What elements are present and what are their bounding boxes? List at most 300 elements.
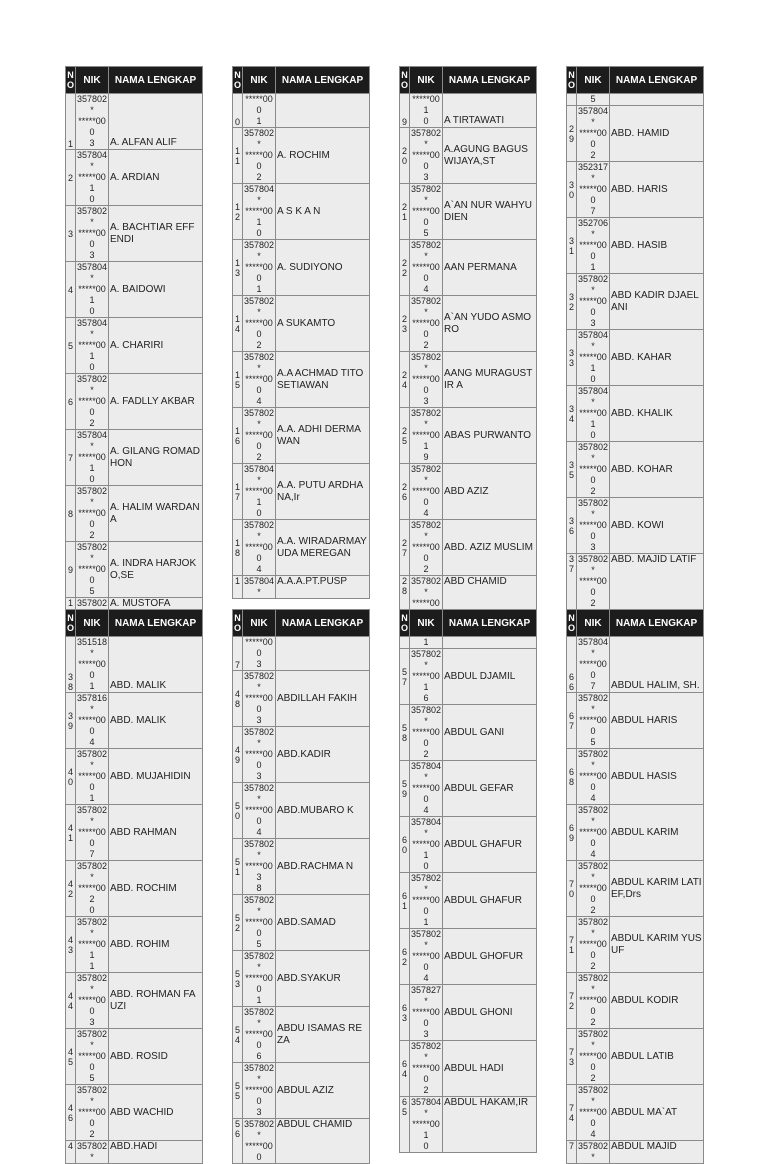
row-number: 1 5: [233, 352, 243, 408]
table-row: [567, 330, 704, 386]
row-number: 0: [233, 94, 243, 128]
nama-cell: ABDUL AZIZ: [276, 1063, 370, 1119]
table-row: [66, 637, 203, 693]
header-no: N O: [400, 67, 410, 94]
table-row: [66, 542, 203, 598]
table-row: [66, 917, 203, 973]
nama-cell: A. ALFAN ALIF: [109, 94, 203, 150]
table-row: [233, 184, 370, 240]
nik-cell: 357802* *****000 2: [76, 1085, 108, 1139]
row-number: 6 6: [567, 637, 577, 693]
nik-cell: 357802* *****000 4: [577, 1085, 609, 1139]
nama-cell: ABDUL HASIS: [610, 749, 704, 805]
table-row: [400, 352, 537, 408]
table-row: [66, 374, 203, 430]
nama-cell: A`AN YUDO ASMORO: [443, 296, 537, 352]
nama-cell: A SUKAMTO: [276, 296, 370, 352]
row-number: 5 9: [400, 761, 410, 817]
table-row: [66, 973, 203, 1029]
header-nama-lengkap: NAMA LENGKAP: [443, 67, 537, 94]
row-number: 3 0: [567, 162, 577, 218]
nama-cell: ABD.SAMAD: [276, 895, 370, 951]
nik-cell: 357802* *****000 3: [76, 206, 108, 260]
header-row: [400, 67, 537, 94]
nik-cell: 357802* *****000 2: [410, 296, 442, 350]
row-number: 4 3: [66, 917, 76, 973]
row-number: 4 0: [66, 749, 76, 805]
row-number: 2 7: [400, 520, 410, 576]
table-row: [400, 128, 537, 184]
nik-cell: *****000 3: [243, 637, 276, 671]
row-number: 1 4: [233, 296, 243, 352]
row-number: 2 3: [400, 296, 410, 352]
row-number: 5 0: [233, 783, 243, 839]
nik-cell: 357802: [76, 598, 109, 621]
row-number: 5 6: [233, 1119, 243, 1164]
table-row: [400, 1097, 537, 1153]
nik-cell: 357802* *****000 4: [243, 352, 275, 406]
header-row: [567, 610, 704, 637]
nik-cell: 357802* *****000 4: [577, 749, 609, 803]
nik-cell: 357802*: [76, 1141, 108, 1162]
row-number: 1 6: [233, 408, 243, 464]
nik-cell: 357802* *****000: [243, 1119, 275, 1162]
table-row: [233, 671, 370, 727]
table-row: [400, 817, 537, 873]
table-row: [233, 352, 370, 408]
nama-cell: ABD. MALIK: [109, 693, 203, 749]
table-row: [66, 318, 203, 374]
table-row: [567, 1141, 704, 1164]
header-nik: NIK: [577, 610, 610, 637]
nama-cell: ABD. AZIZ MUSLIM: [443, 520, 537, 576]
nama-cell: A`AN NUR WAHYUDIEN: [443, 184, 537, 240]
header-row: [567, 67, 704, 94]
row-number: 3 4: [567, 386, 577, 442]
row-number: 1 7: [233, 464, 243, 520]
nama-cell: ABD CHAMID: [443, 576, 537, 621]
nik-cell: 357802* *****000 4: [410, 464, 442, 518]
table-row: [567, 917, 704, 973]
row-number: 6 2: [400, 929, 410, 985]
nik-cell: 357802* *****000 2: [577, 861, 609, 915]
header-nik: NIK: [76, 610, 109, 637]
row-number: 5 3: [233, 951, 243, 1007]
row-number: 7: [233, 637, 243, 671]
table-row: [400, 873, 537, 929]
row-number: 3 2: [567, 274, 577, 330]
row-number: 7 4: [567, 1085, 577, 1141]
row-number: 1: [233, 576, 243, 599]
row-number: 6 4: [400, 1041, 410, 1097]
table-row: [567, 442, 704, 498]
header-no: N O: [567, 610, 577, 637]
nama-cell: ABD.RACHMA N: [276, 839, 370, 895]
nik-cell: 357804* *****001 0: [577, 330, 609, 384]
nama-cell: ABDUL HADI: [443, 1041, 537, 1097]
nama-cell: A. HALIM WARDANA: [109, 486, 203, 542]
nik-cell: 357802* *****000 2: [76, 486, 108, 540]
row-number: 5 2: [233, 895, 243, 951]
nama-cell: ABDUL LATIB: [610, 1029, 704, 1085]
nama-cell: A.A. WIRADARMAY UDA MEREGAN: [276, 520, 370, 576]
header-nik: NIK: [410, 610, 443, 637]
nik-cell: 357802* *****000 2: [577, 917, 609, 971]
header-no: N O: [233, 67, 243, 94]
nik-cell: 357802* *****000 5: [76, 542, 108, 596]
row-number: 6 5: [400, 1097, 410, 1153]
row-number: 9: [400, 94, 410, 128]
table-row: [400, 761, 537, 817]
nik-cell: 357802* *****000 3: [76, 973, 108, 1027]
nik-cell: 357816* *****000 4: [76, 693, 108, 747]
table-row: [400, 464, 537, 520]
nama-cell: A. MUSTOFA: [109, 598, 203, 621]
nama-cell: A.A ACHMAD TITO SETIAWAN: [276, 352, 370, 408]
nik-cell: 357802* *****000 1: [243, 240, 275, 294]
row-number: 3 7: [567, 554, 577, 610]
table-row: [233, 128, 370, 184]
data-table-8: [566, 609, 704, 1164]
nama-cell: ABDILLAH FAKIH: [276, 671, 370, 727]
nama-cell: A. ARDIAN: [109, 150, 203, 206]
nik-cell: 5: [577, 94, 610, 106]
nama-cell: A. SUDIYONO: [276, 240, 370, 296]
header-nik: NIK: [577, 67, 610, 94]
row-number: 5: [66, 318, 76, 374]
row-number: 2 5: [400, 408, 410, 464]
nama-cell: ABDUL GANI: [443, 705, 537, 761]
header-nik: NIK: [243, 610, 276, 637]
row-number: 6 9: [567, 805, 577, 861]
nik-cell: 357802* *****000 3: [577, 498, 609, 552]
header-nik: NIK: [410, 67, 443, 94]
nama-cell: A. GILANG ROMADHON: [109, 430, 203, 486]
row-number: 5 5: [233, 1063, 243, 1119]
nama-cell: [276, 637, 370, 671]
header-nama-lengkap: NAMA LENGKAP: [276, 67, 370, 94]
nik-cell: 357804* *****001 0: [76, 430, 108, 484]
row-number: 5 4: [233, 1007, 243, 1063]
nik-cell: 1: [410, 637, 443, 649]
nik-cell: 357802* *****000 3: [243, 1063, 275, 1117]
nama-cell: ABD KADIR DJAELANI: [610, 274, 704, 330]
row-number: 3: [66, 206, 76, 262]
nama-cell: A.A. ADHI DERMAWAN: [276, 408, 370, 464]
nik-cell: 357802* *****002 0: [76, 861, 108, 915]
table-row: [66, 749, 203, 805]
nik-cell: 357802* *****000 2: [577, 1029, 609, 1083]
nik-cell: 357802*: [577, 1141, 609, 1162]
row-number: 1: [66, 598, 76, 621]
row-number: 6 7: [567, 693, 577, 749]
row-number: 4: [66, 1141, 76, 1164]
nama-cell: A S K A N: [276, 184, 370, 240]
header-nama-lengkap: NAMA LENGKAP: [276, 610, 370, 637]
table-row: [400, 296, 537, 352]
data-table-3: [399, 66, 537, 621]
nama-cell: ABD. KOHAR: [610, 442, 704, 498]
table-row: [233, 637, 370, 671]
data-table-4: [566, 66, 704, 610]
nik-cell: 357802* *****000 5: [577, 693, 609, 747]
nik-cell: 357802* *****000 7: [76, 805, 108, 859]
nama-cell: ABDU ISAMAS REZA: [276, 1007, 370, 1063]
nik-cell: 357802* *****000 3: [577, 274, 609, 328]
row-number: 7 2: [567, 973, 577, 1029]
header-nama-lengkap: NAMA LENGKAP: [610, 67, 704, 94]
row-number: 1 3: [233, 240, 243, 296]
data-table-7: [399, 609, 537, 1153]
header-no: N O: [66, 610, 76, 637]
nama-cell: ABDUL GEFAR: [443, 761, 537, 817]
nik-cell: *****000 1: [243, 94, 276, 128]
table-row: [567, 94, 704, 106]
table-row: [233, 839, 370, 895]
nama-cell: [443, 637, 537, 649]
table-row: [567, 637, 704, 693]
row-number: 3 1: [567, 218, 577, 274]
nama-cell: A.A.A.PT.PUSP: [276, 576, 370, 599]
header-nik: NIK: [76, 67, 109, 94]
nik-cell: 357802* *****000 2: [577, 442, 609, 496]
header-row: [233, 610, 370, 637]
table-row: [567, 162, 704, 218]
nama-cell: ABD. MAJID LATIF: [610, 554, 704, 610]
row-number: 4 1: [66, 805, 76, 861]
row-number: 4 2: [66, 861, 76, 917]
nik-cell: 357802* *****00: [410, 576, 443, 621]
table-row: [567, 973, 704, 1029]
nama-cell: ABDUL CHAMID: [276, 1119, 370, 1164]
nik-cell: 357802* *****000 2: [410, 520, 442, 574]
table-row: [567, 386, 704, 442]
table-row: [400, 929, 537, 985]
header-row: [233, 67, 370, 94]
nama-cell: ABD. HAMID: [610, 106, 704, 162]
row-number: 7 0: [567, 861, 577, 917]
table-row: [400, 985, 537, 1041]
table-row: [66, 430, 203, 486]
nik-cell: 357804* *****001 0: [76, 150, 108, 204]
row-number: 4: [66, 262, 76, 318]
table-row: [400, 240, 537, 296]
nik-cell: 357802* *****000 4: [410, 240, 442, 294]
nik-cell: 357827* *****000 3: [410, 985, 442, 1039]
table-row: [233, 1119, 370, 1164]
nik-cell: 357802* *****000 2: [243, 128, 275, 182]
table-row: [400, 705, 537, 761]
table-row: [567, 498, 704, 554]
nama-cell: A. BAIDOWI: [109, 262, 203, 318]
table-row: [66, 1085, 203, 1141]
nama-cell: ABD. MALIK: [109, 637, 203, 693]
nama-cell: [276, 94, 370, 128]
table-row: [567, 274, 704, 330]
nik-cell: 357802* *****000 4: [243, 783, 275, 837]
table-row: [567, 861, 704, 917]
nik-cell: 357802* *****000 2: [410, 705, 442, 759]
row-number: 9: [66, 542, 76, 598]
header-no: N O: [567, 67, 577, 94]
table-row: [233, 783, 370, 839]
nama-cell: [610, 94, 704, 106]
row-number: 7: [567, 1141, 577, 1164]
table-row: [66, 1029, 203, 1085]
row-number: [567, 94, 577, 106]
row-number: 6 8: [567, 749, 577, 805]
table-row: [567, 106, 704, 162]
nik-cell: 357802* *****000 2: [76, 374, 108, 428]
nik-cell: 357804* *****000 2: [577, 106, 609, 160]
nik-cell: 357802* *****000 4: [577, 805, 609, 859]
nama-cell: ABD AZIZ: [443, 464, 537, 520]
nik-cell: 352317* *****000 7: [577, 162, 609, 216]
nik-cell: 357802* *****000 3: [410, 352, 442, 406]
nik-cell: 357802* *****000 3: [410, 128, 442, 182]
nik-cell: 357802* *****003 8: [243, 839, 275, 893]
header-nama-lengkap: NAMA LENGKAP: [109, 67, 203, 94]
row-number: 4 8: [233, 671, 243, 727]
row-number: 6 1: [400, 873, 410, 929]
table-row: [400, 408, 537, 464]
row-number: 2 2: [400, 240, 410, 296]
data-table-1: [65, 66, 203, 621]
table-row: [567, 805, 704, 861]
nik-cell: 357802* *****001 9: [410, 408, 442, 462]
nama-cell: ABDUL HARIS: [610, 693, 704, 749]
header-no: N O: [233, 610, 243, 637]
table-row: [233, 576, 370, 599]
nama-cell: A. FADLLY AKBAR: [109, 374, 203, 430]
row-number: 1 8: [233, 520, 243, 576]
nama-cell: ABD.HADI: [109, 1141, 203, 1164]
table-row: [233, 464, 370, 520]
nama-cell: ABD. HASIB: [610, 218, 704, 274]
nik-cell: 357802* *****000 2: [577, 554, 609, 608]
row-number: 3 5: [567, 442, 577, 498]
row-number: 2: [66, 150, 76, 206]
nama-cell: ABDUL MA`AT: [610, 1085, 704, 1141]
row-number: 4 9: [233, 727, 243, 783]
nik-cell: 357802* *****000 4: [243, 520, 275, 574]
header-nik: NIK: [243, 67, 276, 94]
table-row: [66, 1141, 203, 1164]
nik-cell: 357802* *****000 6: [243, 1007, 275, 1061]
nik-cell: 357802* *****000 3: [243, 727, 275, 781]
table-row: [233, 520, 370, 576]
row-number: 3 6: [567, 498, 577, 554]
nama-cell: A. BACHTIAR EFFENDI: [109, 206, 203, 262]
row-number: 8: [66, 486, 76, 542]
data-table-2: [232, 66, 370, 599]
nik-cell: 357804* *****001 0: [410, 817, 442, 871]
nama-cell: A. ROCHIM: [276, 128, 370, 184]
table-row: [233, 727, 370, 783]
nik-cell: 357802* *****000 3: [243, 671, 275, 725]
header-no: N O: [400, 610, 410, 637]
nama-cell: A. INDRA HARJOKO,SE: [109, 542, 203, 598]
table-row: [400, 1041, 537, 1097]
nik-cell: 357804* *****001 0: [410, 1097, 442, 1151]
nik-cell: 357804* *****001 0: [577, 386, 609, 440]
nama-cell: ABD. ROSID: [109, 1029, 203, 1085]
table-row: [66, 206, 203, 262]
table-row: [400, 649, 537, 705]
table-row: [567, 1085, 704, 1141]
row-number: 7 1: [567, 917, 577, 973]
nik-cell: 357802* *****000 2: [243, 296, 275, 350]
table-row: [66, 486, 203, 542]
row-number: 5 8: [400, 705, 410, 761]
nama-cell: AANG MURAGUSTIR A: [443, 352, 537, 408]
nama-cell: ABDUL KARIM: [610, 805, 704, 861]
nik-cell: 357804* *****001 0: [243, 184, 275, 238]
nama-cell: ABD WACHID: [109, 1085, 203, 1141]
header-row: [66, 610, 203, 637]
nama-cell: ABD. ROHMAN FAUZI: [109, 973, 203, 1029]
row-number: 2 4: [400, 352, 410, 408]
header-row: [400, 610, 537, 637]
header-nama-lengkap: NAMA LENGKAP: [443, 610, 537, 637]
nik-cell: 357802* *****000 1: [76, 749, 108, 803]
nama-cell: ABD. ROHIM: [109, 917, 203, 973]
nama-cell: ABD.MUBARO K: [276, 783, 370, 839]
row-number: 2 1: [400, 184, 410, 240]
table-row: [233, 951, 370, 1007]
table-row: [66, 262, 203, 318]
header-no: N O: [66, 67, 76, 94]
nama-cell: ABD. KAHAR: [610, 330, 704, 386]
nama-cell: ABD. KOWI: [610, 498, 704, 554]
nama-cell: ABDUL GHAFUR: [443, 873, 537, 929]
nama-cell: ABDUL KODIR: [610, 973, 704, 1029]
header-nama-lengkap: NAMA LENGKAP: [109, 610, 203, 637]
table-row: [233, 94, 370, 128]
nama-cell: ABDUL GHONI: [443, 985, 537, 1041]
nik-cell: 357804* *****001 0: [76, 318, 108, 372]
row-number: 1 1: [233, 128, 243, 184]
nama-cell: ABD.SYAKUR: [276, 951, 370, 1007]
nik-cell: 357802* *****000 5: [76, 1029, 108, 1083]
row-number: 6 0: [400, 817, 410, 873]
nama-cell: ABDUL KARIM LATIEF,Drs: [610, 861, 704, 917]
row-number: 2 0: [400, 128, 410, 184]
nama-cell: ABD.KADIR: [276, 727, 370, 783]
row-number: 3 9: [66, 693, 76, 749]
row-number: 3 3: [567, 330, 577, 386]
table-row: [567, 218, 704, 274]
nama-cell: ABD. MUJAHIDIN: [109, 749, 203, 805]
row-number: 4 6: [66, 1085, 76, 1141]
nik-cell: 357802* *****000 2: [243, 408, 275, 462]
row-number: 1 2: [233, 184, 243, 240]
nama-cell: ABDUL HALIM, SH.: [610, 637, 704, 693]
header-nama-lengkap: NAMA LENGKAP: [610, 610, 704, 637]
row-number: 3 8: [66, 637, 76, 693]
nik-cell: 352706* *****000 1: [577, 218, 609, 272]
row-number: 7 3: [567, 1029, 577, 1085]
nik-cell: 357802* *****000 3: [76, 94, 108, 148]
row-number: 5 1: [233, 839, 243, 895]
row-number: 5 7: [400, 649, 410, 705]
table-row: [233, 296, 370, 352]
table-row: [567, 554, 704, 610]
data-table-6: [232, 609, 370, 1164]
nama-cell: A TIRTAWATI: [443, 94, 537, 128]
table-row: [400, 184, 537, 240]
table-row: [66, 150, 203, 206]
